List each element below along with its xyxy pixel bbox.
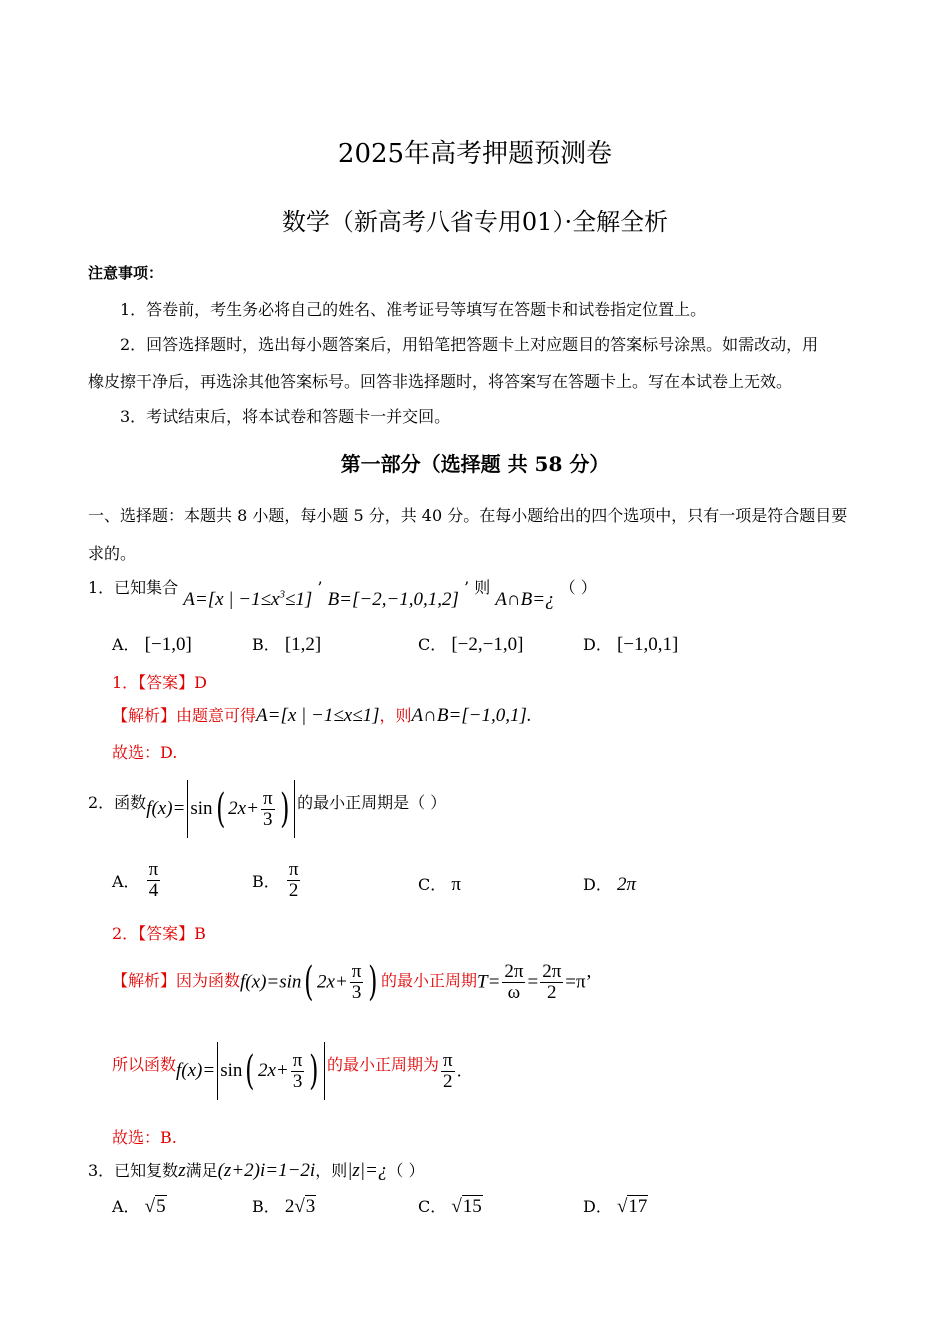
q1-set-b: B=[−2,−1,0,1,2] <box>327 589 459 610</box>
page-title: 2025年高考押题预测卷 <box>337 139 613 169</box>
q1-then: ’ 则 <box>464 578 491 597</box>
q3-option-a: A． √5 <box>112 1196 166 1217</box>
q2-option-b: B． $\frac{\pi}{2}$ <box>252 859 299 901</box>
notice-item-1: 1．答卷前，考生务必将自己的姓名、准考证号等填写在答题卡和试卷指定位置上。 <box>120 300 707 319</box>
q2-choose: 故选：B. <box>112 1128 177 1147</box>
q2-suffix: 的最小正周期是（ ） <box>297 793 447 812</box>
q2-analysis: 【解析】因为函数f(x)=sin( 2x+ $\frac{\pi}{3}$ ) 的最小正周期T= $\frac{2\pi}{\omega}$ = $\frac{2\pi}{2}$ =π’ <box>112 959 592 1006</box>
q1-stem <box>88 575 597 610</box>
q1-analysis: 【解析】由题意可得A=[x | −1≤x≤1]，则A∩B=[−1,0,1]. <box>112 705 532 726</box>
q1-answer: 1．【答案】D <box>112 673 208 692</box>
section1-line1: 一、选择题：本题共 8 小题，每小题 5 分，共 40 分。在每小题给出的四个选项中，只有一项是符合题目要 <box>88 506 848 525</box>
q1-option-d: D． [−1,0,1] <box>583 634 679 655</box>
q3-option-c: C． √15 <box>418 1196 482 1217</box>
q1-prefix: 1．已知集合 <box>88 578 179 597</box>
q2-stem: 2．函数f(x)= sin( 2x+ $\frac{\pi}{3}$ ) 的最小正周期是（ ） <box>88 780 446 842</box>
notice-item-2-line1: 2．回答选择题时，选出每小题答案后，用铅笔把答题卡上对应题目的答案标号涂黑。如需改动，用 <box>120 335 819 354</box>
section1-line2: 求的。 <box>88 544 137 563</box>
q2-option-c: C． π <box>418 874 461 895</box>
notice-item-2-line2: 橡皮擦干净后，再选涂其他答案标号。回答非选择题时，将答案写在答题卡上。写在本试卷上无效。 <box>88 372 793 391</box>
q1-choose: 故选：D. <box>112 743 178 762</box>
q2-fx: f(x)= <box>146 798 186 819</box>
part1-heading: 第一部分（选择题 共 58 分） <box>340 452 610 476</box>
q2-option-a: A． $\frac{\pi}{4}$ <box>112 859 159 901</box>
q2-answer: 2．【答案】B <box>112 924 206 943</box>
q3-stem: 3．已知复数z满足(z+2)i=1−2i，则|z|=¿（ ） <box>88 1160 425 1181</box>
q1-option-a: A． [−1,0] <box>112 634 192 655</box>
q1-comma: ’ <box>317 578 323 597</box>
q2-conclusion: 所以函数f(x)= sin( 2x+ $\frac{\pi}{3}$ ) 的最小正周期为 $\frac{\pi}{2}$ . <box>112 1042 462 1104</box>
q3-option-b: B． 2√3 <box>252 1196 316 1217</box>
q1-option-b: B． [1,2] <box>252 634 322 655</box>
page-subtitle: 数学（新高考八省专用01）·全解全析 <box>281 208 669 236</box>
q3-option-d: D． √17 <box>583 1196 648 1217</box>
q1-option-c: C． [−2,−1,0] <box>418 634 524 655</box>
notice-heading: 注意事项： <box>88 264 164 282</box>
q1-ask: A∩B=¿ <box>495 589 555 610</box>
q2-option-d: D． 2π <box>583 874 636 895</box>
notice-item-3: 3．考试结束后，将本试卷和答题卡一并交回。 <box>120 407 451 426</box>
q1-paren: （ ） <box>559 578 597 597</box>
q1-set-a: A=[x | $-1\le x^3\le 1$] <box>183 588 313 610</box>
q2-prefix: 2．函数 <box>88 793 147 812</box>
